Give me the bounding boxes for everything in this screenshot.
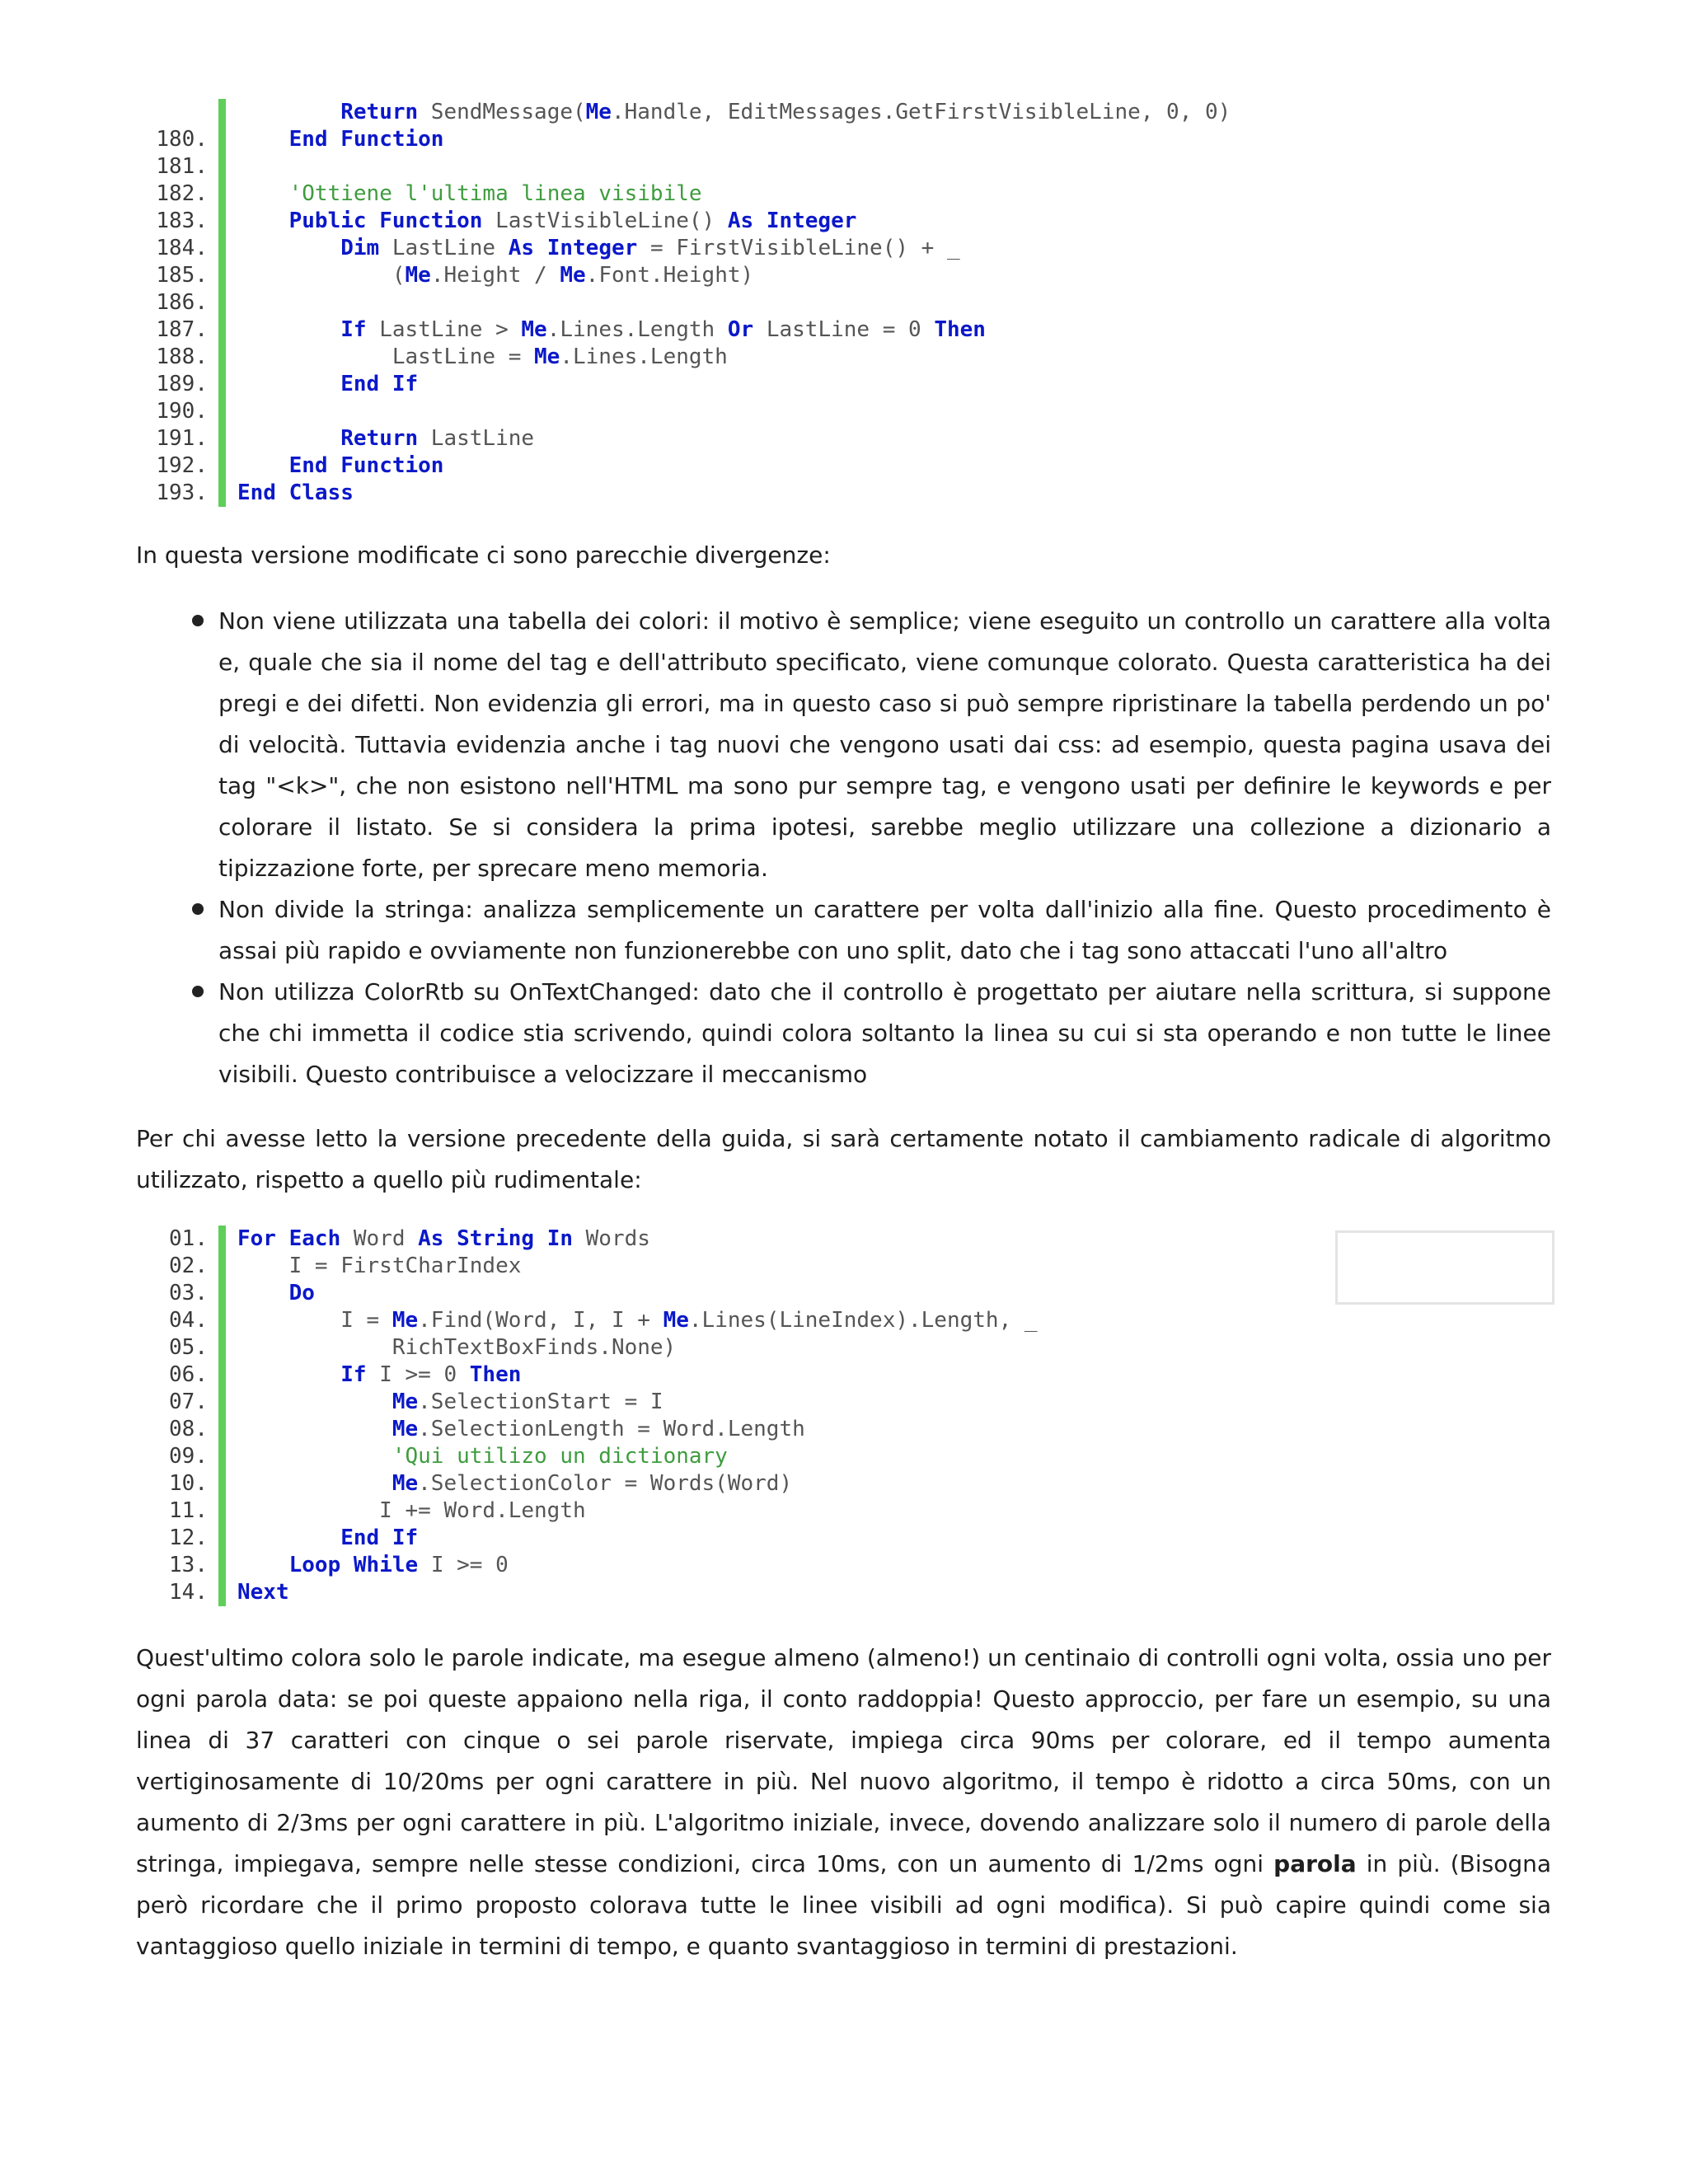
code-text (237, 1361, 521, 1389)
line-number: 192. (156, 453, 208, 478)
code-token: LastLine = 0 (753, 317, 935, 342)
line-number: 04. (169, 1308, 208, 1333)
code-token: .Lines.Length (546, 317, 728, 342)
code-text (237, 208, 856, 235)
code-text (237, 371, 418, 398)
code-token (237, 1362, 340, 1387)
code-keyword: End If (340, 372, 419, 396)
code-keyword: If (340, 1362, 367, 1387)
code-keyword: Me (521, 317, 547, 342)
code-text (237, 1579, 289, 1606)
code-token (237, 236, 340, 260)
line-number: 12. (169, 1526, 208, 1550)
code-token (237, 100, 340, 124)
code-keyword: Me (405, 263, 431, 288)
code-line (0, 480, 1566, 507)
code-line (0, 316, 1566, 344)
gutter-bar (218, 1443, 226, 1470)
gutter-bar (218, 452, 226, 480)
code-text (237, 1226, 650, 1253)
code-token: RichTextBoxFinds.None) (237, 1335, 677, 1360)
code-block-lastvisibleline (0, 99, 1566, 507)
gutter-bar (218, 1470, 226, 1497)
code-keyword: Loop While (288, 1553, 419, 1577)
code-token (237, 209, 289, 233)
code-text (237, 1497, 586, 1525)
gutter-bar (218, 208, 226, 235)
code-line (0, 1579, 1566, 1606)
line-number: 05. (169, 1335, 208, 1360)
code-keyword: Me (392, 1417, 419, 1441)
code-text (237, 1334, 676, 1361)
line-number: 02. (169, 1254, 208, 1278)
code-keyword: Me (392, 1471, 419, 1496)
gutter-bar (218, 1307, 226, 1334)
code-line (0, 1361, 1566, 1389)
code-token: Words (573, 1226, 650, 1251)
gutter-bar (218, 153, 226, 180)
code-token: I >= 0 (366, 1362, 470, 1387)
gutter-bar (218, 1552, 226, 1579)
gutter-bar (218, 235, 226, 262)
code-keyword: If (340, 317, 367, 342)
line-number: 08. (169, 1417, 208, 1441)
line-number: 03. (169, 1281, 208, 1305)
code-text (237, 126, 443, 153)
gutter-bar (218, 99, 226, 126)
code-keyword: End Class (237, 480, 354, 505)
code-keyword: Return (340, 100, 419, 124)
bullet-dot (192, 903, 204, 915)
code-text (237, 344, 728, 371)
code-keyword: As String In (418, 1226, 573, 1251)
line-number: 191. (156, 426, 208, 451)
code-text (237, 180, 702, 208)
code-line (0, 1470, 1566, 1497)
list-item-text: Non viene utilizzata una tabella dei colori: il motivo è semplice; viene eseguito un controllo un carattere alla volta e, quale che sia il nome del tag e dell'attributo specificato, viene comunque colorato. Questa caratteristica ha dei pregi e dei difetti. Non evidenzia gli errori, ma in questo caso si può sempre ripristinare la tabella perdendo un po' di velocità. Tuttavia evidenzia anche i tag nuovi che vengono usati dai css: ad esempio, questa pagina usava dei tag "<k>", che non esistono nell'HTML ma sono pur sempre tag, e vengono usati per definire le keywords e per colorare il listato. Se si considera la prima ipotesi, sarebbe meglio utilizzare una collezione a dizionario a tipizzazione forte, per sprecare meno memoria. (218, 607, 1551, 882)
gutter-bar (218, 289, 226, 316)
code-keyword: Public Function (288, 209, 483, 233)
code-keyword: End Function (288, 453, 444, 478)
code-token: I += Word.Length (237, 1498, 586, 1523)
list-item (136, 889, 1551, 972)
line-number: 10. (169, 1471, 208, 1496)
code-text (237, 1389, 663, 1416)
gutter-bar (218, 371, 226, 398)
gutter-bar (218, 1416, 226, 1443)
gutter-bar (218, 1497, 226, 1525)
line-number: 13. (169, 1553, 208, 1577)
code-token: LastLine > (366, 317, 522, 342)
code-token (237, 127, 289, 152)
code-keyword: Me (585, 100, 612, 124)
code-keyword: As Integer (727, 209, 857, 233)
code-line (0, 425, 1566, 452)
line-number: 189. (156, 372, 208, 396)
code-comment: 'Ottiene l'ultima linea visibile (288, 181, 702, 206)
line-number: 07. (169, 1390, 208, 1414)
line-number: 01. (169, 1226, 208, 1251)
code-token: .Lines(LineIndex).Length, _ (688, 1308, 1038, 1333)
code-line (0, 398, 1566, 425)
paragraph-performance-text: Quest'ultimo colora solo le parole indicate, ma esegue almeno (almeno!) un centinaio di controlli ogni volta, ossia uno per ogni parola data: se poi queste appaiono nella riga, il conto raddoppia! Questo approccio, per fare un esempio, su una linea di 37 caratteri con cinque o sei parole riservate, impiega circa 90ms per colorare, ed il tempo aumenta vertiginosamente di 10/20ms per ogni carattere in più. Nel nuovo algoritmo, il tempo è ridotto a circa 50ms, con un aumento di 2/3ms per ogni carattere in più. L'algoritmo iniziale, invece, dovendo analizzare solo il numero di parole della stringa, impiegava, sempre nelle stesse condizioni, circa 10ms, con un aumento di 1/2ms ogni (136, 1644, 1551, 1877)
line-number: 190. (156, 399, 208, 424)
code-text (237, 1443, 728, 1470)
code-token: .SelectionColor = Words(Word) (418, 1471, 793, 1496)
code-line (0, 371, 1566, 398)
code-line (0, 1334, 1566, 1361)
line-number: 181. (156, 154, 208, 179)
code-line (0, 1497, 1566, 1525)
code-line (0, 1280, 1566, 1307)
code-text (237, 1416, 805, 1443)
line-number: 184. (156, 236, 208, 260)
gutter-bar (218, 180, 226, 208)
gutter-bar (218, 126, 226, 153)
code-token: LastVisibleLine() (482, 209, 728, 233)
code-line (0, 1443, 1566, 1470)
line-number: 188. (156, 344, 208, 369)
code-line (0, 1552, 1566, 1579)
code-line (0, 262, 1566, 289)
code-line (0, 99, 1566, 126)
gutter-bar (218, 1579, 226, 1606)
line-number: 185. (156, 263, 208, 288)
line-number: 06. (169, 1362, 208, 1387)
line-number: 193. (156, 480, 208, 505)
code-text (237, 452, 443, 480)
code-token (237, 1444, 392, 1469)
code-token (237, 1526, 340, 1550)
code-keyword: Me (663, 1308, 689, 1333)
code-line (0, 344, 1566, 371)
list-item-text: Non utilizza ColorRtb su OnTextChanged: dato che il controllo è progettato per aiutare nella scrittura, si suppone che chi immetta il codice stia scrivendo, quindi colora soltanto la linea su cui si sta operando e non tutte le linee visibili. Questo contribuisce a velocizzare il meccanismo (218, 978, 1551, 1088)
code-token (237, 1390, 392, 1414)
code-token: I = FirstCharIndex (237, 1254, 522, 1278)
line-number: 14. (169, 1580, 208, 1605)
bold-word-parola: parola (1273, 1850, 1357, 1877)
code-text (237, 425, 534, 452)
list-item (136, 972, 1551, 1095)
code-line (0, 208, 1566, 235)
code-line (0, 289, 1566, 316)
gutter-bar (218, 1253, 226, 1280)
code-keyword: Me (560, 263, 586, 288)
code-token: .SelectionLength = Word.Length (418, 1417, 805, 1441)
code-keyword: Dim (340, 236, 380, 260)
line-number: 182. (156, 181, 208, 206)
code-text (237, 235, 960, 262)
code-keyword: Me (534, 344, 560, 369)
list-item-text: Non divide la stringa: analizza semplicemente un carattere per volta dall'inizio alla fine. Questo procedimento è assai più rapido e ovviamente non funzionerebbe con uno split, dato che i tag sono attaccati l'uno all'altro (218, 896, 1551, 964)
list-item (136, 601, 1551, 889)
code-keyword: Me (392, 1308, 419, 1333)
bullet-dot (192, 986, 204, 997)
code-text (237, 1552, 509, 1579)
code-token: Word (340, 1226, 419, 1251)
gutter-bar (218, 1280, 226, 1307)
code-token (237, 1281, 289, 1305)
code-text (237, 316, 986, 344)
code-token: .Find(Word, I, I + (418, 1308, 663, 1333)
line-number: 186. (156, 290, 208, 315)
paragraph-performance-text-end: in più. (Bisogna però ricordare che il primo proposto colorava tutte le linee visibili ad ogni modifica). Si può capire quindi come sia vantaggioso quello iniziale in termini di tempo, e quanto svantaggioso in termini di prestazioni. (136, 1850, 1552, 1960)
gutter-bar (218, 316, 226, 344)
divergences-list (136, 601, 1551, 1095)
paragraph-intro-text: In questa versione modificate ci sono parecchie divergenze: (136, 541, 831, 569)
code-text (237, 1307, 1038, 1334)
gutter-bar (218, 1226, 226, 1253)
code-text (237, 1525, 418, 1552)
code-line (0, 180, 1566, 208)
gutter-bar (218, 398, 226, 425)
gutter-bar (218, 1361, 226, 1389)
code-line (0, 235, 1566, 262)
code-keyword: Then (934, 317, 986, 342)
code-token: .SelectionStart = I (418, 1390, 663, 1414)
code-keyword: Then (469, 1362, 522, 1387)
line-number: 11. (169, 1498, 208, 1523)
paragraph-previous-version-text: Per chi avesse letto la versione precedente della guida, si sarà certamente notato il cambiamento radicale di algoritmo utilizzato, rispetto a quello più rudimentale: (136, 1125, 1551, 1193)
bullet-dot (192, 615, 204, 626)
code-keyword: Me (392, 1390, 419, 1414)
paragraph-previous-version (136, 1118, 1551, 1201)
gutter-bar (218, 1334, 226, 1361)
code-text (237, 1253, 521, 1280)
code-token (237, 1417, 392, 1441)
paragraph-performance (136, 1638, 1551, 1967)
code-line (0, 1416, 1566, 1443)
code-token: I = (237, 1308, 392, 1333)
code-text (237, 1280, 315, 1307)
line-number: 180. (156, 127, 208, 152)
code-token: .Font.Height) (585, 263, 754, 288)
code-line (0, 1226, 1566, 1253)
code-token (237, 453, 289, 478)
code-line (0, 1307, 1566, 1334)
code-token: ( (237, 263, 406, 288)
code-token (237, 1553, 289, 1577)
code-token: .Handle, EditMessages.GetFirstVisibleLine, 0, 0) (611, 100, 1231, 124)
code-keyword: End Function (288, 127, 444, 152)
gutter-bar (218, 344, 226, 371)
gutter-bar (218, 1525, 226, 1552)
gutter-bar (218, 262, 226, 289)
code-keyword: For Each (237, 1226, 341, 1251)
code-text (237, 1470, 792, 1497)
line-number: 187. (156, 317, 208, 342)
gutter-bar (218, 425, 226, 452)
code-line (0, 1525, 1566, 1552)
code-text (237, 480, 354, 507)
code-token (237, 1471, 392, 1496)
code-line (0, 1389, 1566, 1416)
code-token: I >= 0 (418, 1553, 509, 1577)
code-keyword: Next (237, 1580, 289, 1605)
gutter-bar (218, 480, 226, 507)
code-keyword: As Integer (508, 236, 638, 260)
line-number: 09. (169, 1444, 208, 1469)
code-keyword: Return (340, 426, 419, 451)
code-token: .Lines.Length (560, 344, 728, 369)
paragraph-intro (136, 535, 1551, 576)
code-token (237, 426, 340, 451)
code-token (237, 181, 289, 206)
code-token: LastLine (379, 236, 509, 260)
code-line (0, 153, 1566, 180)
code-token: = FirstVisibleLine() + _ (637, 236, 960, 260)
code-line (0, 1253, 1566, 1280)
code-keyword: Do (288, 1281, 315, 1305)
code-token: SendMessage( (418, 100, 586, 124)
line-number: 183. (156, 209, 208, 233)
code-text (237, 262, 753, 289)
code-token: LastLine (418, 426, 535, 451)
code-keyword: End If (340, 1526, 419, 1550)
code-comment: 'Qui utilizo un dictionary (392, 1444, 728, 1469)
code-token: .Height / (430, 263, 560, 288)
code-token (237, 317, 340, 342)
code-keyword: Or (727, 317, 754, 342)
code-line (0, 452, 1566, 480)
gutter-bar (218, 1389, 226, 1416)
code-text (237, 99, 1231, 126)
code-line (0, 126, 1566, 153)
code-block-for-each (0, 1226, 1566, 1606)
code-token: LastLine = (237, 344, 535, 369)
code-token (237, 372, 340, 396)
